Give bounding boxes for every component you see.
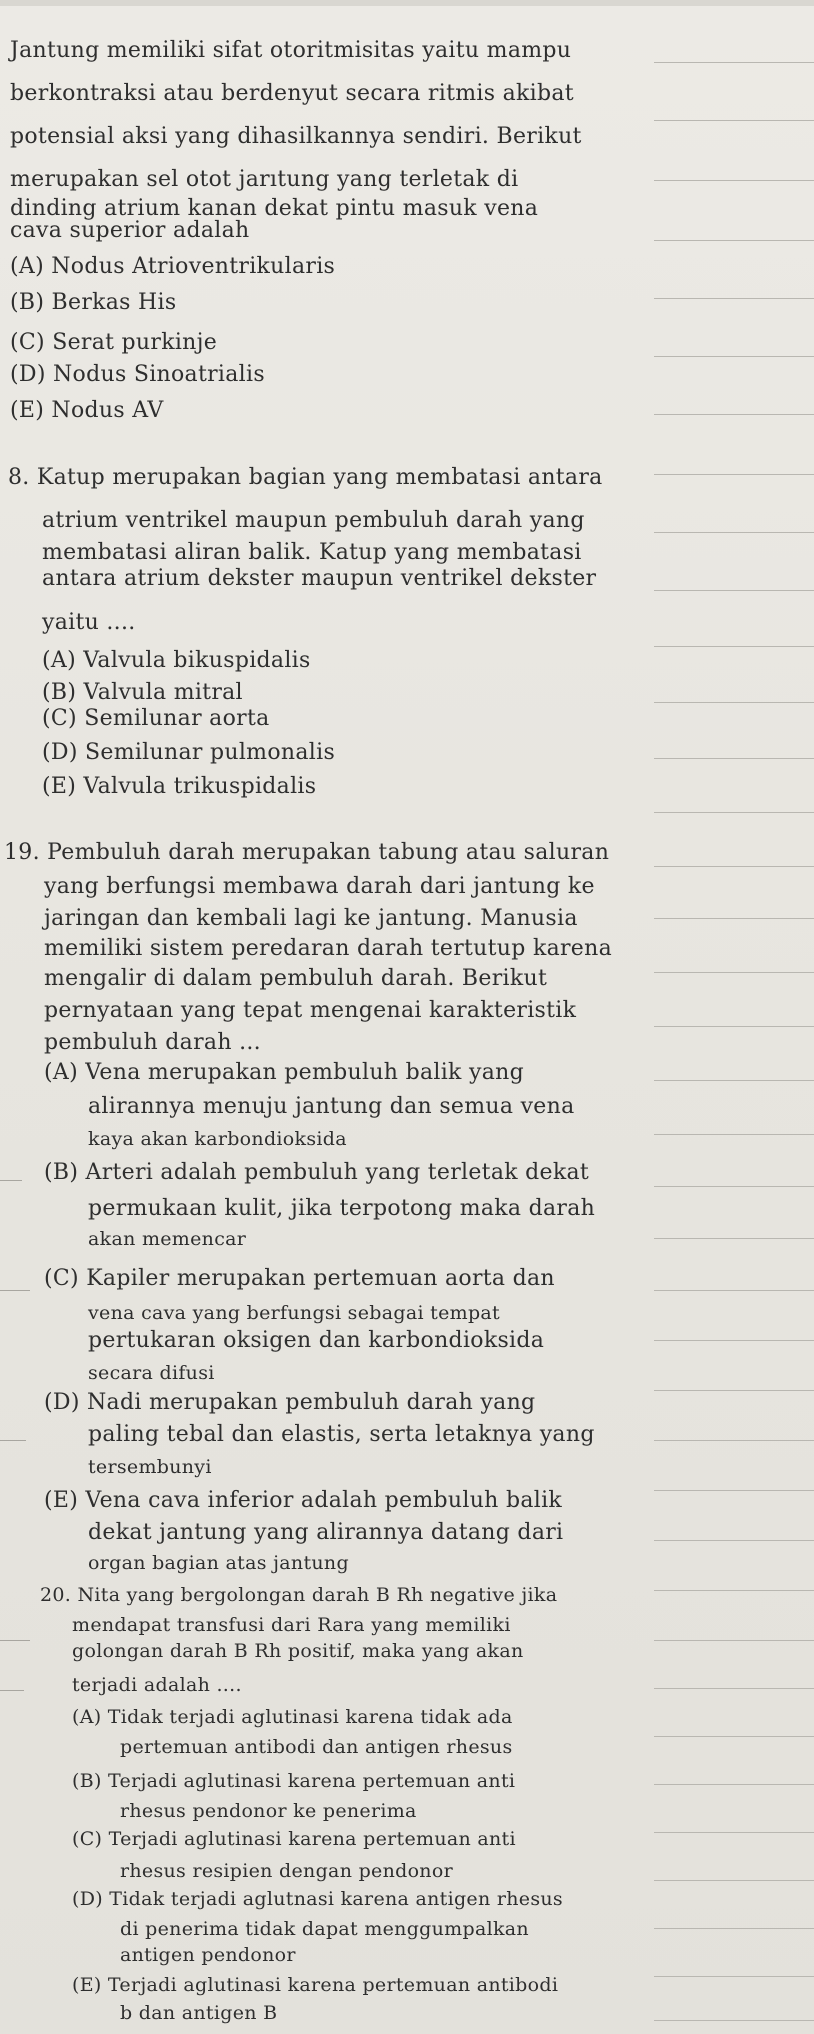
- question-text-line: yaitu ....: [42, 610, 136, 635]
- option-c-cont: secara difusi: [88, 1362, 215, 1384]
- option-e-cont: b dan antigen B: [120, 2002, 278, 2024]
- question-text-line: mengalir di dalam pembuluh darah. Berikut: [44, 966, 548, 991]
- question-text-line: Jantung memiliki sifat otoritmisitas yaitu mampu: [10, 38, 572, 63]
- option-e: (E) Terjadi aglutinasi karena pertemuan antibodi: [72, 1974, 559, 1996]
- option-c: (C) Kapiler merupakan pertemuan aorta dan: [44, 1266, 555, 1291]
- option-a-cont: alirannya menuju jantung dan semua vena: [88, 1094, 575, 1119]
- option-b-cont: akan memencar: [88, 1228, 247, 1250]
- option-a: (A) Nodus Atrioventrikularis: [10, 254, 336, 279]
- question-text-line: jaringan dan kembali lagi ke jantung. Manusia: [44, 906, 578, 931]
- option-b-cont: permukaan kulit, jika terpotong maka darah: [88, 1196, 596, 1221]
- question-text-line: terjadi adalah ....: [72, 1674, 242, 1696]
- question-text-line: golongan darah B Rh positif, maka yang akan: [72, 1640, 524, 1662]
- question-text-line: yang berfungsi membawa darah dari jantung ke: [44, 874, 595, 899]
- option-d: (D) Semilunar pulmonalis: [42, 740, 336, 765]
- option-e: (E) Valvula trikuspidalis: [42, 774, 317, 799]
- option-d-cont: paling tebal dan elastis, serta letaknya yang: [88, 1422, 595, 1447]
- option-b-cont: rhesus pendonor ke penerima: [120, 1800, 417, 1822]
- option-e: (E) Nodus AV: [10, 398, 164, 423]
- question-text-line: membatasi aliran balik. Katup yang membatasi: [42, 540, 582, 565]
- option-c: (C) Terjadi aglutinasi karena pertemuan anti: [72, 1828, 516, 1850]
- option-b: (B) Berkas His: [10, 290, 177, 315]
- option-c-cont: rhesus resipien dengan pendonor: [120, 1860, 453, 1882]
- question-text-line: berkontraksi atau berdenyut secara ritmis akibat: [10, 81, 574, 106]
- option-b: (B) Terjadi aglutinasi karena pertemuan anti: [72, 1770, 516, 1792]
- question-text-line: atrium ventrikel maupun pembuluh darah yang: [42, 508, 585, 533]
- question-text-line: cava superior adalah: [10, 218, 250, 243]
- option-d-cont: di penerima tidak dapat menggumpalkan: [120, 1918, 529, 1940]
- option-e-cont: dekat jantung yang alirannya datang dari: [88, 1520, 564, 1545]
- question-text-line: merupakan sel otot jarıtung yang terletak di: [10, 167, 519, 192]
- option-e: (E) Vena cava inferior adalah pembuluh balik: [44, 1488, 563, 1513]
- option-d-cont: antigen pendonor: [120, 1944, 296, 1966]
- option-a-cont: pertemuan antibodi dan antigen rhesus: [120, 1736, 513, 1758]
- question-text-line: pembuluh darah ...: [44, 1030, 261, 1055]
- option-a-cont: kaya akan karbondioksida: [88, 1128, 347, 1150]
- option-a: (A) Tidak terjadi aglutinasi karena tidak ada: [72, 1706, 513, 1728]
- option-c: (C) Semilunar aorta: [42, 706, 270, 731]
- option-d: (D) Nodus Sinoatrialis: [10, 362, 265, 387]
- option-a: (A) Vena merupakan pembuluh balik yang: [44, 1060, 524, 1085]
- question-text-line: memiliki sistem peredaran darah tertutup karena: [44, 936, 613, 961]
- question-text-line: antara atrium dekster maupun ventrikel dekster: [42, 566, 597, 591]
- question-text-line: 20. Nita yang bergolongan darah B Rh negative jika: [40, 1584, 558, 1606]
- question-text-line: mendapat transfusi dari Rara yang memiliki: [72, 1614, 511, 1636]
- option-c: (C) Serat purkinje: [10, 330, 218, 355]
- question-text-line: 8. Katup merupakan bagian yang membatasi antara: [8, 465, 603, 490]
- question-text-line: 19. Pembuluh darah merupakan tabung atau saluran: [4, 840, 610, 865]
- option-d: (D) Nadi merupakan pembuluh darah yang: [44, 1390, 536, 1415]
- question-text-line: potensial aksi yang dihasilkannya sendiri. Berikut: [10, 124, 582, 149]
- question-text-line: dinding atrium kanan dekat pintu masuk vena: [10, 196, 539, 221]
- option-a: (A) Valvula bikuspidalis: [42, 648, 311, 673]
- option-d-cont: tersembunyi: [88, 1456, 212, 1478]
- option-e-cont: organ bagian atas jantung: [88, 1552, 349, 1574]
- option-c-cont: pertukaran oksigen dan karbondioksida: [88, 1328, 545, 1353]
- option-b: (B) Valvula mitral: [42, 680, 243, 705]
- option-d: (D) Tidak terjadi aglutnasi karena antigen rhesus: [72, 1888, 563, 1910]
- option-b: (B) Arteri adalah pembuluh yang terletak dekat: [44, 1160, 590, 1185]
- question-text-line: pernyataan yang tepat mengenai karakteristik: [44, 998, 577, 1023]
- option-c-cont: vena cava yang berfungsi sebagai tempat: [88, 1302, 500, 1324]
